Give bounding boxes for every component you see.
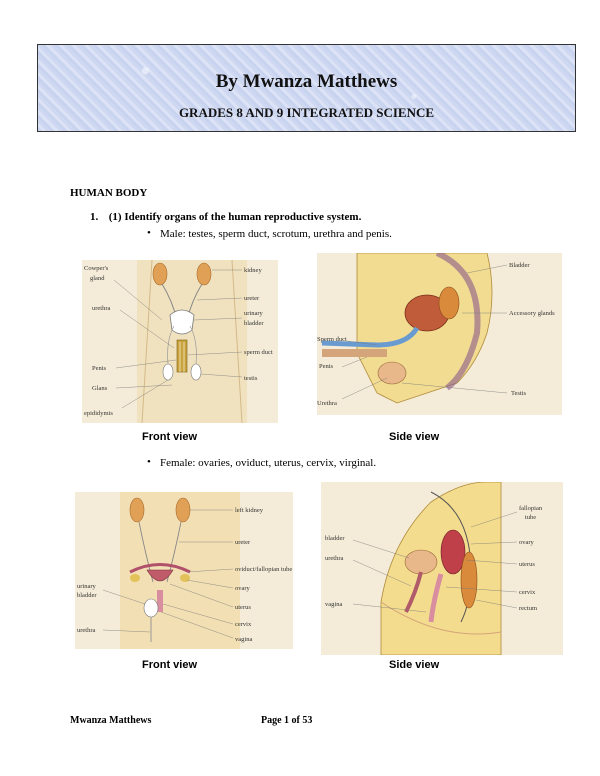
footer-page-number: Page 1 of 53: [261, 715, 313, 726]
label-left-kidney: left kidney: [235, 507, 263, 514]
label-sperm-duct: sperm duct: [244, 349, 273, 356]
label-urethra: urethra: [325, 555, 344, 562]
label-ureter: ureter: [235, 539, 251, 546]
label-penis: Penis: [319, 363, 334, 370]
male-front-caption: Front view: [142, 431, 198, 443]
label-sperm-duct: Sperm duct: [317, 336, 347, 343]
question-1: [90, 211, 361, 223]
header-title: By Mwanza Matthews: [215, 71, 398, 92]
label-urinary: urinary: [77, 583, 96, 590]
label-bladder: bladder: [325, 535, 345, 542]
label-cervix: cervix: [519, 589, 536, 596]
footer-author: Mwanza Matthews: [70, 715, 152, 726]
label-testis: testis: [244, 375, 258, 382]
label-glans: Glans: [92, 385, 108, 392]
label-ureter: ureter: [244, 295, 260, 302]
label-urinary: urinary: [244, 310, 263, 317]
male-side-caption: Side view: [389, 431, 440, 443]
male-bullet: • Male: testes, sperm duct, scrotum, urethra and penis.: [160, 228, 392, 240]
label-kidney: kidney: [244, 267, 262, 274]
label-tube: tube: [525, 514, 537, 521]
male-side-figure: [317, 253, 562, 415]
label-bladder: Bladder: [509, 262, 530, 269]
label-fallopian: fallopian: [519, 505, 543, 512]
female-bullet: • Female: ovaries, oviduct, uterus, cervix, virginal.: [160, 457, 376, 469]
label-vagina: vagina: [235, 636, 253, 643]
header-subtitle: GRADES 8 AND 9 INTEGRATED SCIENCE: [178, 105, 435, 120]
label-ovary: ovary: [235, 585, 250, 592]
label-urethra: urethra: [77, 627, 96, 634]
label-oviduct: oviduct/fallopian tube: [235, 566, 293, 573]
label-bladder: bladder: [244, 320, 264, 327]
label-cervix: cervix: [235, 621, 252, 628]
label-cowpers: Cowper's: [84, 265, 109, 272]
label-gland: gland: [90, 275, 105, 282]
female-front-figure: [75, 492, 293, 649]
label-epididymis: epididymis: [84, 410, 113, 417]
label-testis: Testis: [511, 390, 527, 397]
male-front-figure: [82, 260, 278, 423]
label-urethra: Urethra: [317, 400, 337, 407]
female-side-caption: Side view: [389, 659, 440, 671]
label-rectum: rectum: [519, 605, 538, 612]
label-urethra: urethra: [92, 305, 111, 312]
label-accessory-glands: Accessory glands: [509, 310, 555, 317]
question-text: (1) Identify organs of the human reproductive system.: [108, 211, 362, 223]
label-uterus: uterus: [235, 604, 251, 611]
female-front-caption: Front view: [142, 659, 198, 671]
label-vagina: vagina: [325, 601, 343, 608]
label-ovary: ovary: [519, 539, 534, 546]
question-number: 1.: [90, 211, 99, 223]
label-bladder: bladder: [77, 592, 97, 599]
label-penis: Penis: [92, 365, 107, 372]
section-title: HUMAN BODY: [70, 187, 148, 199]
female-side-figure: [321, 482, 563, 655]
header-banner: [37, 44, 576, 132]
label-uterus: uterus: [519, 561, 535, 568]
